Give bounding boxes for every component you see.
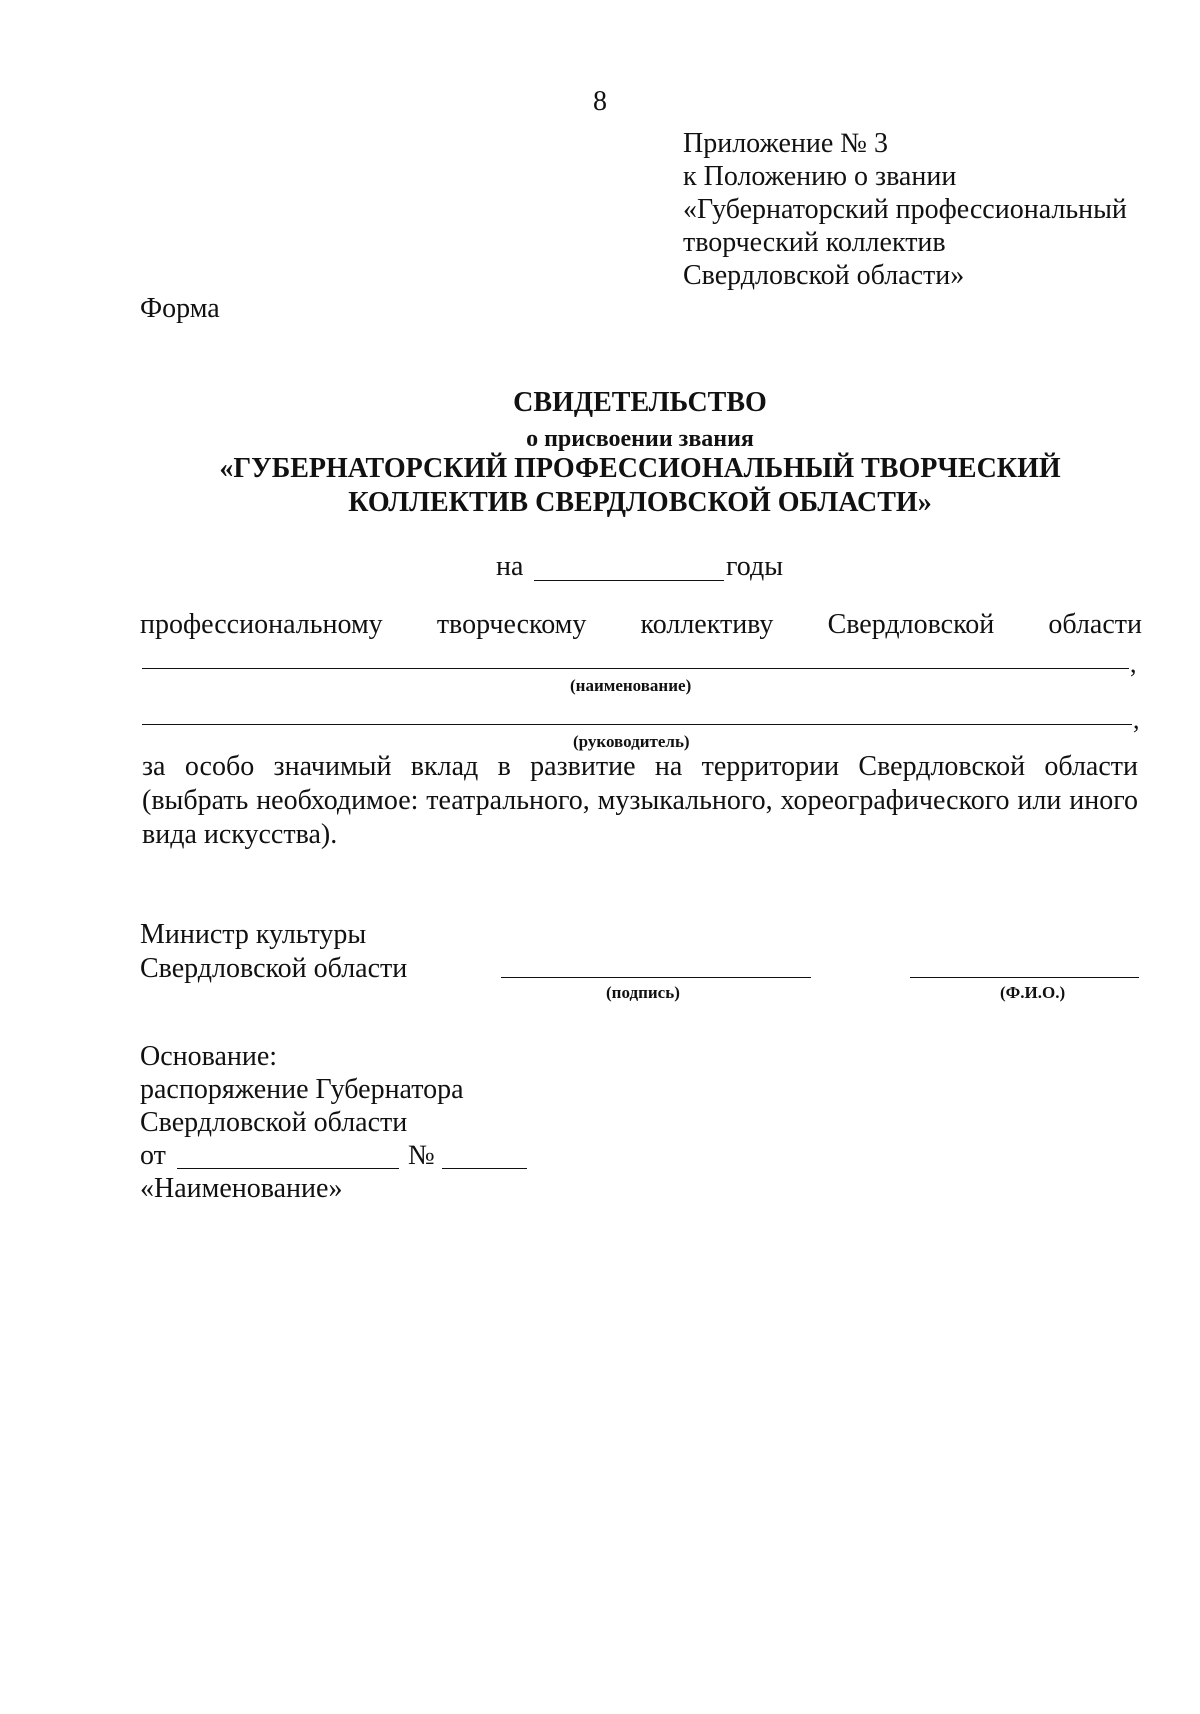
- years-blank-line: [534, 580, 724, 581]
- years-prefix: на: [496, 551, 524, 582]
- basis-heading: Основание:: [140, 1041, 278, 1072]
- appendix-reference: [683, 127, 1127, 292]
- recipient-word: области: [1048, 609, 1142, 640]
- appendix-line-4: творческий коллектив: [683, 227, 946, 258]
- page-number: 8: [593, 86, 607, 117]
- recipient-word: профессиональному: [140, 609, 383, 640]
- recipient-word: Свердловской: [827, 609, 995, 640]
- appendix-line-2: к Положению о звании: [683, 161, 957, 192]
- recipient-line: [140, 608, 1142, 642]
- date-blank-line: [177, 1168, 399, 1169]
- minister-title-line-1: Министр культуры: [140, 919, 367, 950]
- fio-caption: (Ф.И.О.): [1000, 983, 1066, 1002]
- name-caption: (наименование): [570, 676, 692, 695]
- head-caption: (руководитель): [573, 732, 690, 751]
- head-comma: ,: [1133, 705, 1140, 734]
- body-text: за особо значимый вклад в развитие на территории Свердловской области (выбрать необходимое: театрального, музыкального, хореографического или иного вида искусства).: [142, 751, 1138, 850]
- name-comma: ,: [1130, 649, 1137, 678]
- appendix-line-1: Приложение № 3: [683, 128, 888, 159]
- form-label: Форма: [140, 293, 220, 324]
- head-blank-line: [142, 724, 1132, 725]
- recipient-word: творческому: [436, 609, 587, 640]
- from-label: от: [140, 1140, 166, 1171]
- fio-blank-line: [910, 977, 1139, 978]
- certificate-title: СВИДЕТЕЛЬСТВО: [513, 387, 767, 418]
- name-placeholder: «Наименование»: [140, 1173, 343, 1204]
- recipient-word: коллективу: [640, 609, 774, 640]
- number-blank-line: [442, 1168, 527, 1169]
- appendix-line-3: «Губернаторский профессиональный: [683, 194, 1127, 225]
- signature-blank-line: [501, 977, 811, 978]
- basis-line-2: распоряжение Губернатора: [140, 1074, 464, 1105]
- number-label: №: [408, 1140, 435, 1171]
- name-blank-line: [142, 668, 1129, 669]
- basis-line-3: Свердловской области: [140, 1107, 408, 1138]
- certificate-subtitle: о присвоении звания: [526, 426, 754, 452]
- minister-title-line-2: Свердловской области: [140, 953, 408, 984]
- appendix-line-5: Свердловской области»: [683, 260, 965, 291]
- certificate-title-line-4: КОЛЛЕКТИВ СВЕРДЛОВСКОЙ ОБЛАСТИ»: [348, 487, 932, 518]
- certificate-title-line-3: «ГУБЕРНАТОРСКИЙ ПРОФЕССИОНАЛЬНЫЙ ТВОРЧЕСКИЙ: [219, 453, 1061, 484]
- years-suffix: годы: [726, 551, 784, 582]
- signature-caption: (подпись): [606, 983, 680, 1002]
